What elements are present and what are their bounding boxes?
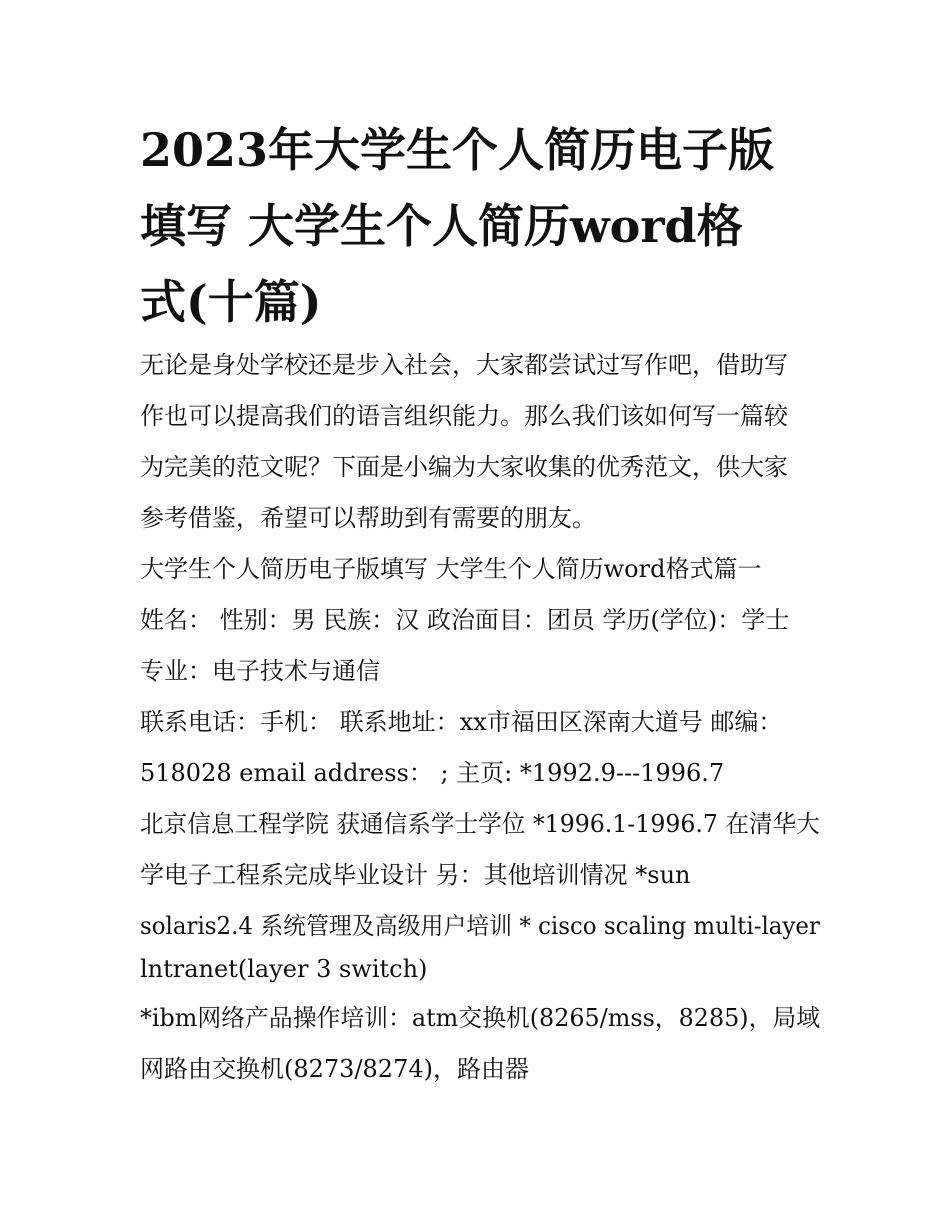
document-title [140, 112, 820, 340]
resume-line: 专业：电子技术与通信 [140, 657, 380, 685]
resume-line: lntranet(layer 3 switch) [140, 955, 428, 983]
paragraph-line: 为完美的范文呢？下面是小编为大家收集的优秀范文，供大家 [140, 453, 788, 481]
resume-line: 北京信息工程学院 获通信系学士学位 *1996.1-1996.7 在清华大 [140, 810, 820, 838]
resume-line: 联系电话：手机： 联系地址：xx市福田区深南大道号 邮编： [140, 708, 783, 736]
paragraph-line: 无论是身处学校还是步入社会，大家都尝试过写作吧，借助写 [140, 351, 788, 379]
resume-line: *ibm网络产品操作培训：atm交换机(8265/mss，8285)，局域 [140, 1004, 821, 1032]
resume-line: 518028 email address： ; 主页: *1992.9---1996.7 [140, 759, 725, 787]
title-line: 式(十篇) [140, 275, 322, 329]
paragraph-line: 参考借鉴，希望可以帮助到有需要的朋友。 [140, 504, 596, 532]
resume-line: 学电子工程系完成毕业设计 另：其他培训情况 *sun [140, 861, 691, 889]
title-line: 填写 大学生个人简历word格 [140, 199, 743, 253]
section-heading-line: 大学生个人简历电子版填写 大学生个人简历word格式篇一 [140, 555, 762, 583]
resume-line: 姓名： 性别：男 民族：汉 政治面目：团员 学历(学位)：学士 [140, 606, 790, 634]
resume-line: 网路由交换机(8273/8274)，路由器 [140, 1055, 529, 1083]
resume-line: solaris2.4 系统管理及高级用户培训 * cisco scaling multi-layer [140, 912, 820, 940]
paragraph-line: 作也可以提高我们的语言组织能力。那么我们该如何写一篇较 [140, 402, 788, 430]
title-line: 2023年大学生个人简历电子版 [140, 123, 775, 177]
